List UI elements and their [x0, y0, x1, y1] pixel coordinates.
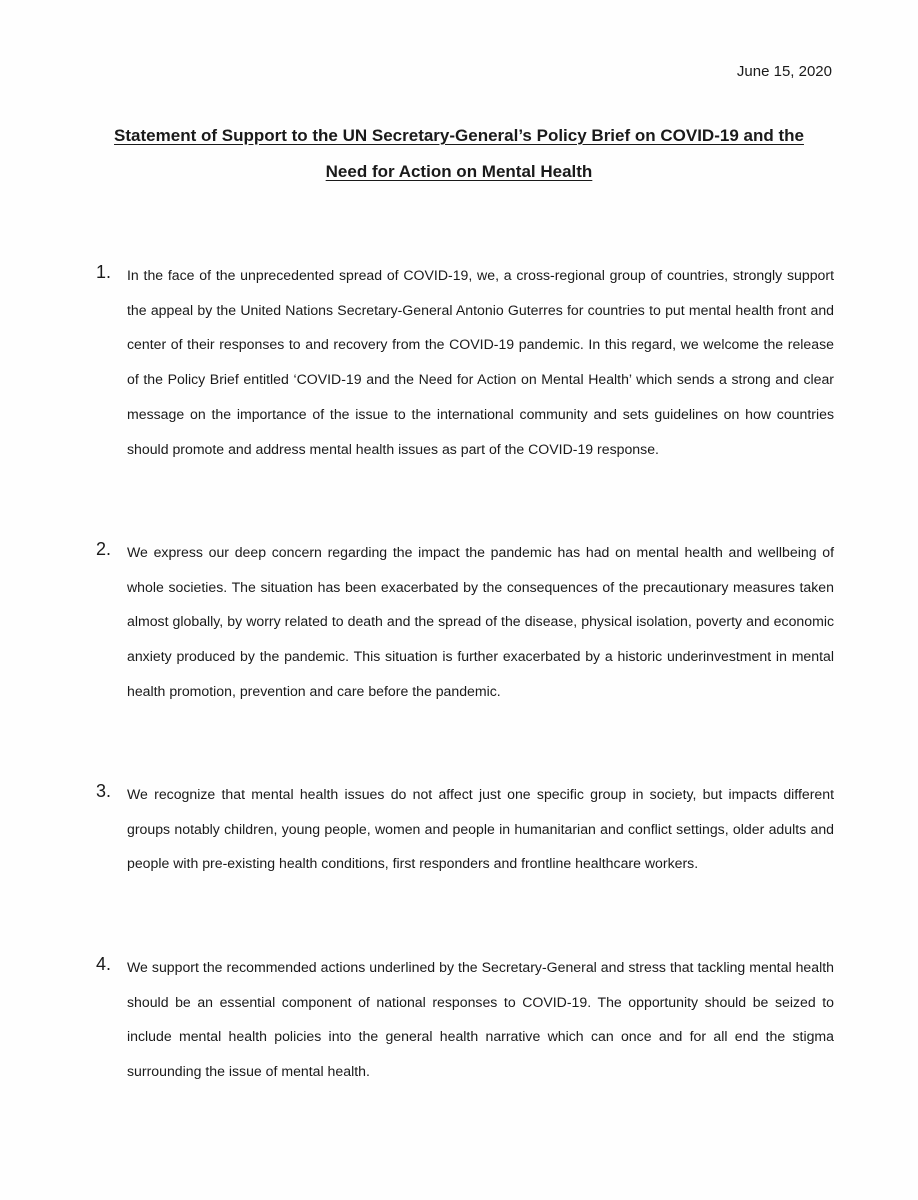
paragraph-text: We express our deep concern regarding the impact the pandemic has had on mental health and wellbeing of whole societies. The situation has been exacerbated by the consequences of the precautionary measures taken almost globally, by worry related to death and the spread of the disease, physical isolation, poverty and economic anxiety produced by the pandemic. This situation is further exacerbated by a historic underinvestment in mental health promotion, prevention and care before the pandemic. — [127, 544, 834, 699]
title-line-2: Need for Action on Mental Health — [325, 162, 593, 181]
paragraph-number: 3. — [96, 781, 112, 801]
document-date: June 15, 2020 — [736, 63, 832, 80]
document-title — [60, 118, 858, 190]
title-line-1: Statement of Support to the UN Secretary-General’s Policy Brief on COVID-19 and the — [114, 126, 804, 145]
paragraph-number: 2. — [96, 539, 112, 559]
paragraph-text: We recognize that mental health issues do not affect just one specific group in society, but impacts different groups notably children, young people, women and people in humanitarian and conflict settings, older adults and people with pre-existing health conditions, first responders and frontline healthcare workers. — [127, 786, 834, 872]
paragraph-number: 1. — [96, 262, 112, 282]
paragraph-text: We support the recommended actions underlined by the Secretary-General and stress that tackling mental health should be an essential component of national responses to COVID-19. The opportunity should be seized to include mental health policies into the general health narrative which can once and for all end the stigma surrounding the issue of mental health. — [127, 959, 834, 1080]
paragraph-text: In the face of the unprecedented spread of COVID-19, we, a cross-regional group of countries, strongly support the appeal by the United Nations Secretary-General Antonio Guterres for countries to put mental health front and center of their responses to and recovery from the COVID-19 pandemic. In this regard, we welcome the release of the Policy Brief entitled ‘COVID-19 and the Need for Action on Mental Health’ which sends a strong and clear message on the importance of the issue to the international community and sets guidelines on how countries should promote and address mental health issues as part of the COVID-19 response. — [127, 267, 834, 457]
paragraph-number: 4. — [96, 954, 112, 974]
